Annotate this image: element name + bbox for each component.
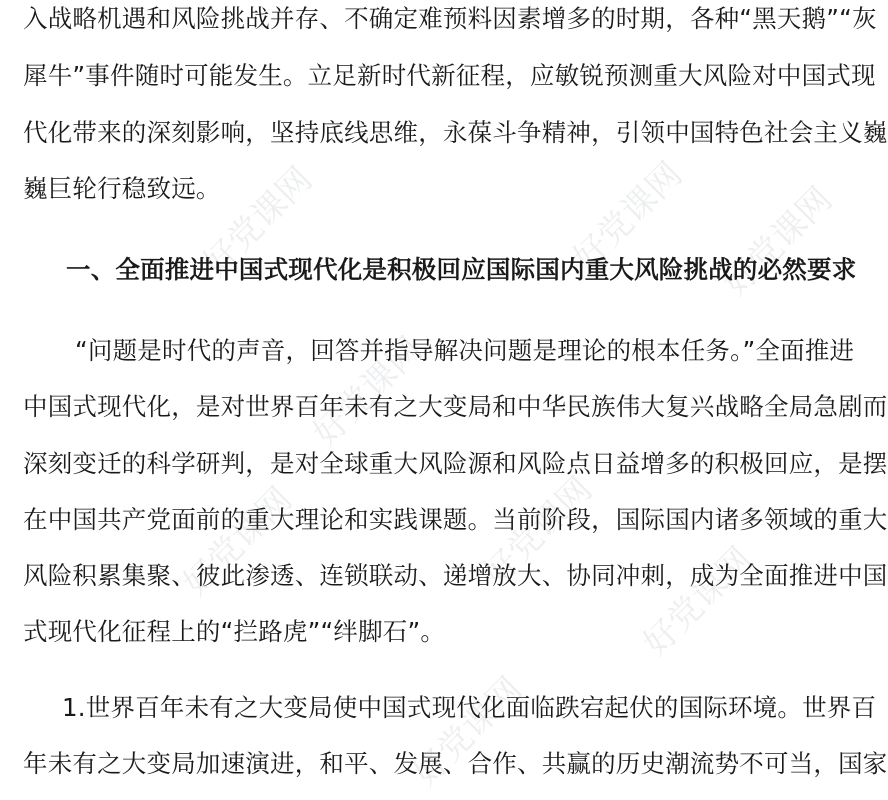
- paragraph-line: 在中国共产党面前的重大理论和实践课题。当前阶段，国际国内诸多领域的重大: [23, 505, 888, 534]
- paragraph-line: 风险积累集聚、彼此渗透、连锁联动、递增放大、协同冲刺，成为全面推进中国: [23, 561, 888, 590]
- paragraph-line: 式现代化征程上的“拦路虎”“绊脚石”。: [23, 617, 446, 646]
- paragraph-line: 深刻变迁的科学研判，是对全球重大风险源和风险点日益增多的积极回应，是摆: [23, 449, 888, 478]
- section-heading: 一、全面推进中国式现代化是积极回应国际国内重大风险挑战的必然要求: [66, 255, 857, 284]
- paragraph-line: 1.世界百年未有之大变局使中国式现代化面临跌宕起伏的国际环境。世界百: [62, 693, 877, 722]
- watermark: 好党课网: [565, 154, 691, 279]
- paragraph-line: 犀牛”事件随时可能发生。立足新时代新征程，应敏锐预测重大风险对中国式现: [23, 61, 876, 90]
- paragraph-line: 年未有之大变局加速演进，和平、发展、合作、共赢的历史潮流势不可当，国家: [23, 749, 888, 778]
- watermark: 好党课网: [305, 329, 431, 454]
- paragraph-line: “问题是时代的声音，回答并指导解决问题是理论的根本任务。”全面推进: [75, 336, 855, 365]
- watermark: 好党课网: [635, 539, 761, 664]
- paragraph-line: 代化带来的深刻影响，坚持底线思维，永葆斗争精神，引领中国特色社会主义巍: [23, 118, 888, 147]
- watermark: 好党课网: [715, 179, 841, 304]
- paragraph-line: 巍巨轮行稳致远。: [23, 174, 221, 203]
- paragraph-line: 中国式现代化，是对世界百年未有之大变局和中华民族伟大复兴战略全局急剧而: [23, 392, 888, 421]
- paragraph-line: 入战略机遇和风险挑战并存、不确定难预料因素增多的时期，各种“黑天鹅”“灰: [23, 4, 877, 33]
- watermark: 好党课网: [405, 669, 531, 794]
- watermark: 好党课网: [475, 469, 601, 594]
- watermark: 好党课网: [195, 159, 321, 284]
- watermark: 好党课网: [175, 479, 301, 604]
